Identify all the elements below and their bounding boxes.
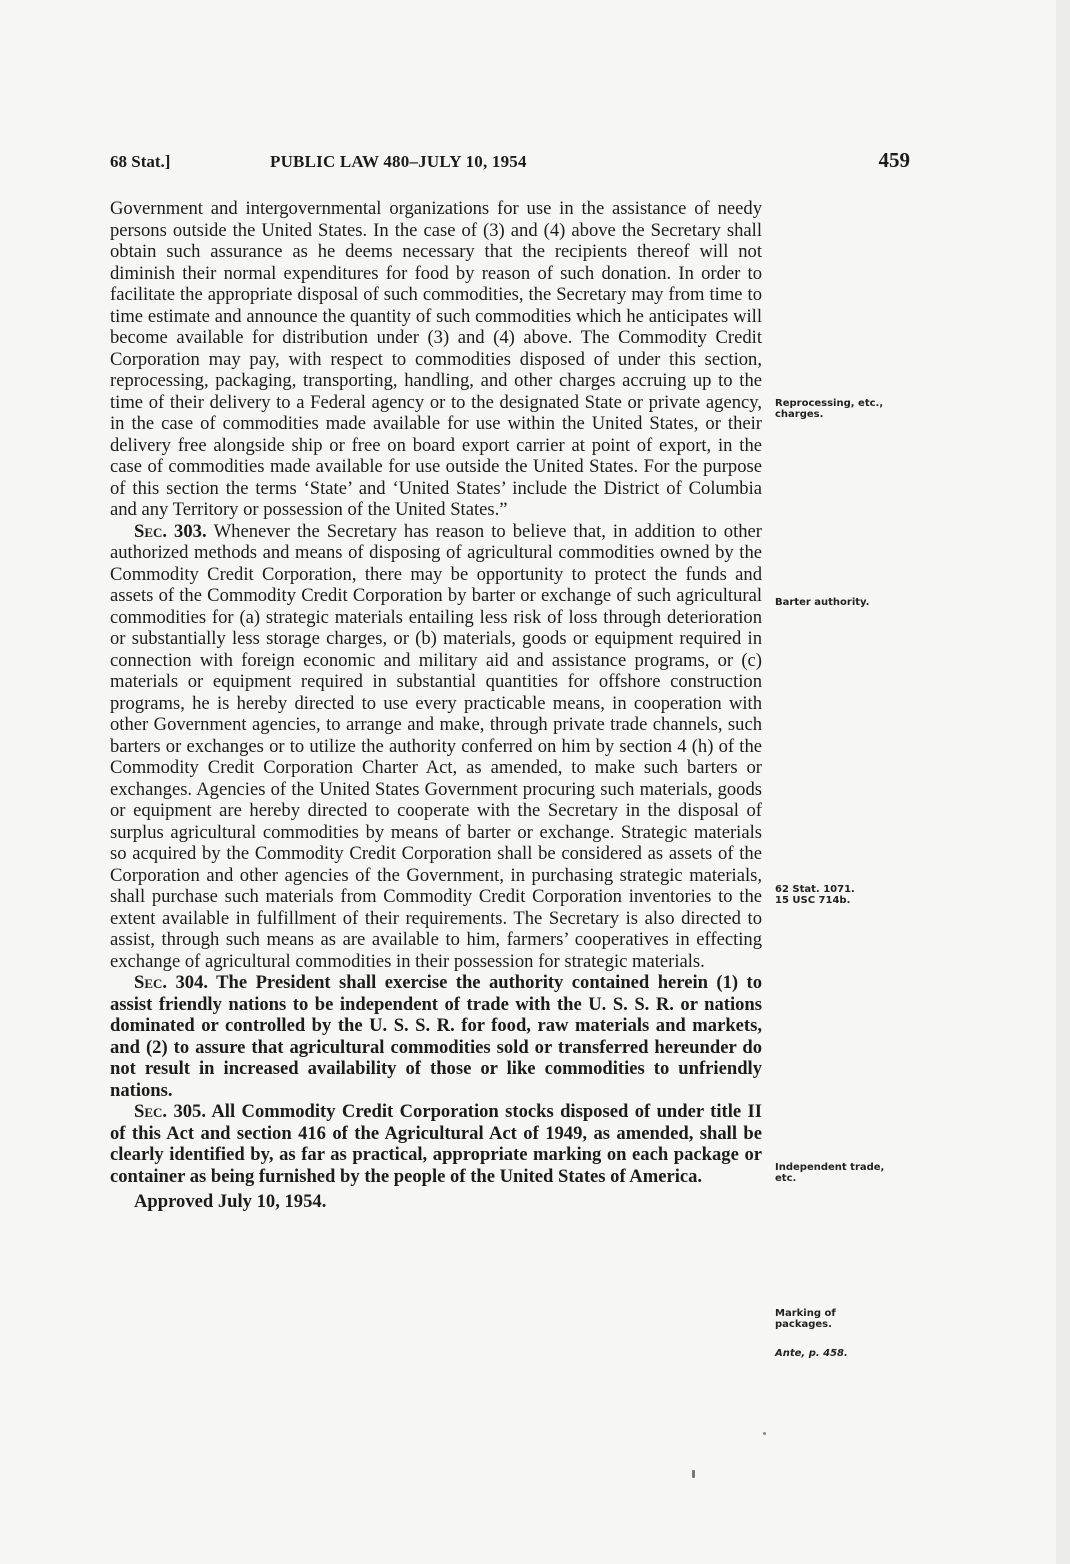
section-304 <box>110 972 762 1101</box>
section-304-label: Sec. 304. <box>134 972 209 993</box>
paragraph-continued: Government and intergovernmental organizations for use in the assistance of needy persons outside the United States. In the case of (3) and (4) above the Secretary shall obtain such assurance as he deems necessary that the recipients thereof will not diminish their normal expenditures for food by reason of such donation. In order to facilitate the appropriate disposal of such commodities, the Secretary may from time to time estimate and announce the quantity of such commodities which he anticipates will become available for distribution under (3) and (4) above. The Commodity Credit Corporation may pay, with respect to commodities disposed of under this section, reprocessing, packaging, transporting, handling, and other charges accruing up to the time of their delivery to a Federal agency or to the designated State or private agency, in the case of commodities made available for use within the United States, or their delivery free alongside ship or free on board export carrier at point of export, in the case of commodities made available for use outside the United States. For the purpose of this section the terms ‘State’ and ‘United States’ include the District of Columbia and any Territory or possession of the United States.” <box>110 198 762 520</box>
section-305-label: Sec. 305. <box>134 1101 206 1122</box>
section-303-label: Sec. 303. <box>134 520 207 542</box>
margin-note-stat-ref: 62 Stat. 1071. 15 USC 714b. <box>775 884 855 906</box>
running-header <box>110 148 910 178</box>
margin-note-marking: Marking of packages. <box>775 1308 836 1330</box>
section-304-text: The President shall exercise the authority contained herein (1) to assist friendly nations to be independent of trade with the U. S. S. R. or nations dominated or controlled by the U. S. S. R. for food, raw materials and markets, and (2) to assure that agricultural commodities sold or transferred hereunder do not result in increased availability of those or like commodities to unfriendly nations. <box>110 972 762 1101</box>
section-305-text: All Commodity Credit Corporation stocks disposed of under title II of this Act and section 416 of the Agricultural Act of 1949, as amended, shall be clearly identified by, as far as practical, appropriate marking on each package or container as being furnished by the people of the United States of America. <box>110 1101 762 1187</box>
margin-note-barter: Barter authority. <box>775 597 870 608</box>
approved-line: Approved July 10, 1954. <box>134 1191 327 1212</box>
page-edge <box>1056 0 1070 1564</box>
body-text <box>110 198 762 1213</box>
header-title: PUBLIC LAW 480–JULY 10, 1954 <box>270 152 527 171</box>
page-number: 459 <box>878 148 910 172</box>
ink-speck <box>692 1470 695 1478</box>
volume-reference: 68 Stat.] <box>110 152 171 171</box>
section-303 <box>110 521 762 973</box>
ink-dot <box>763 1432 766 1435</box>
margin-note-reprocessing: Reprocessing, etc., charges. <box>775 398 884 420</box>
section-305 <box>110 1101 762 1187</box>
margin-note-ante: Ante, p. 458. <box>775 1348 848 1359</box>
margin-note-independent-trade: Independent trade, etc. <box>775 1162 885 1184</box>
section-303-text: Whenever the Secretary has reason to believe that, in addition to other authorized methods and means of disposing of agricultural commodities owned by the Commodity Credit Corporation, there may be opportunity to protect the funds and assets of the Commodity Credit Corporation by barter or exchange of such agricultural commodities for (a) strategic materials entailing less risk of loss through deterioration or substantially less storage charges, or (b) materials, goods or equipment required in connection with foreign economic and military aid and assistance programs, or (c) materials or equipment required in substantial quantities for offshore construction programs, he is hereby directed to use every practicable means, in cooperation with other Government agencies, to arrange and make, through private trade channels, such barters or exchanges or to utilize the authority conferred on him by section 4 (h) of the Commodity Credit Corporation Charter Act, as amended, to make such barters or exchanges. Agencies of the United States Government procuring such materials, goods or equipment are hereby directed to cooperate with the Secretary in the disposal of surplus agricultural commodities by means of barter or exchange. Strategic materials so acquired by the Commodity Credit Corporation shall be considered as assets of the Corporation and other agencies of the Government, in purchasing strategic materials, shall purchase such materials from Commodity Credit Corporation inventories to the extent available in fulfillment of their requirements. The Secretary is also directed to assist, through such means as are available to him, farmers’ cooperatives in effecting exchange of agricultural commodities in their possession for strategic materials. <box>110 520 762 972</box>
